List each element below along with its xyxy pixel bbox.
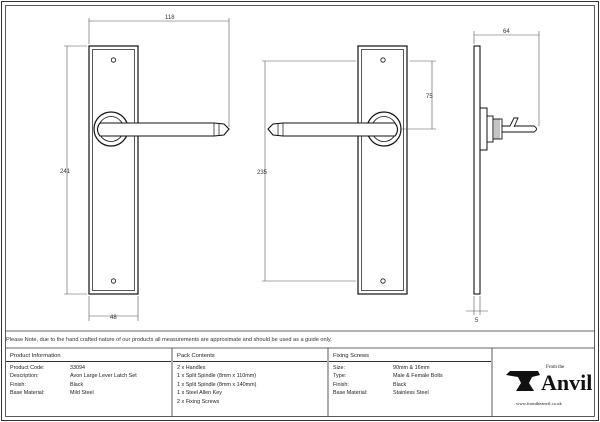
fixing-screws-row xyxy=(329,381,491,389)
lever-arm-2 xyxy=(268,123,398,136)
logo-wordmark: Anvil xyxy=(541,370,593,395)
product-info-row xyxy=(6,389,171,397)
row-label: Finish: xyxy=(333,381,349,388)
side-view xyxy=(474,46,537,294)
row-label: Finish: xyxy=(10,381,26,388)
backplate-outer-2 xyxy=(358,46,407,294)
front-view xyxy=(89,46,229,294)
product-info-title: Product Information xyxy=(6,351,171,362)
side-dimensions xyxy=(466,31,539,315)
dim-projection: 64 xyxy=(503,29,510,35)
side-plate xyxy=(474,46,480,294)
product-info-row xyxy=(6,364,171,372)
fixing-screws-row xyxy=(329,364,491,372)
screw-hole-bottom xyxy=(111,279,115,283)
pack-contents-panel xyxy=(173,351,327,417)
row-value: Stainless Steel xyxy=(393,390,429,397)
dim-top-width: 118 xyxy=(165,15,175,21)
backplate-outer xyxy=(89,46,138,294)
row-value: Male & Female Bolts xyxy=(393,373,443,380)
row-label: Description: xyxy=(10,373,39,380)
screw-hole-bottom-2 xyxy=(381,279,385,283)
pack-item: 2 x Handles xyxy=(177,365,206,371)
measurement-note: Please Note, due to the hand crafted nature of our products all measurements are approximate and should be used as a guide only. xyxy=(6,337,332,343)
back-dimensions xyxy=(262,61,436,281)
side-lever xyxy=(502,126,537,132)
row-label: Type: xyxy=(333,373,347,380)
screw-hole-top xyxy=(111,58,115,62)
product-info-row xyxy=(6,381,171,389)
row-value: Black xyxy=(70,381,84,388)
row-value: 33094 xyxy=(70,365,85,371)
backplate-inner xyxy=(93,50,135,291)
row-value: 90mm & 16mm xyxy=(393,365,430,371)
product-info-row xyxy=(6,372,171,380)
pack-item: 1 x Steel Allen Key xyxy=(177,390,222,397)
back-view xyxy=(268,46,407,294)
fixing-screws-row xyxy=(329,389,491,397)
row-value: Mild Steel xyxy=(70,390,94,397)
dim-centres: 235 xyxy=(257,170,268,176)
row-label: Base Material: xyxy=(333,390,368,397)
product-info-panel xyxy=(6,351,171,417)
row-value: Black xyxy=(393,381,407,388)
row-label: Size: xyxy=(333,365,345,371)
row-label: Product Code: xyxy=(10,365,45,371)
logo-tagline: From the xyxy=(546,365,565,370)
logo-url: www.fromtheanvil.co.uk xyxy=(516,401,562,406)
fixing-screws-row xyxy=(329,372,491,380)
pack-item: 2 x Fixing Screws xyxy=(177,398,220,405)
lever-arm xyxy=(98,123,230,136)
pack-contents-title: Pack Contents xyxy=(173,351,327,362)
side-rose xyxy=(480,108,487,150)
dim-plate-depth: 5 xyxy=(475,318,479,324)
pack-item: 1 x Split Spindle (8mm x 140mm) xyxy=(177,381,257,388)
screw-hole-top-2 xyxy=(381,58,385,62)
fixing-screws-panel xyxy=(329,351,491,417)
dim-plate-height: 241 xyxy=(60,169,71,175)
pack-item: 1 x Split Spindle (8mm x 110mm) xyxy=(177,373,256,380)
dim-plate-width: 48 xyxy=(110,315,117,321)
side-boss xyxy=(493,119,502,139)
row-label: Base Material: xyxy=(10,390,45,397)
fixing-screws-title: Fixing Screws xyxy=(329,351,491,362)
backplate-inner-2 xyxy=(362,50,404,291)
dim-lever-height: 75 xyxy=(426,94,433,100)
side-boss-lines xyxy=(495,119,499,139)
side-neck xyxy=(487,116,493,142)
row-value: Avon Large Lever Latch Set xyxy=(70,373,137,380)
